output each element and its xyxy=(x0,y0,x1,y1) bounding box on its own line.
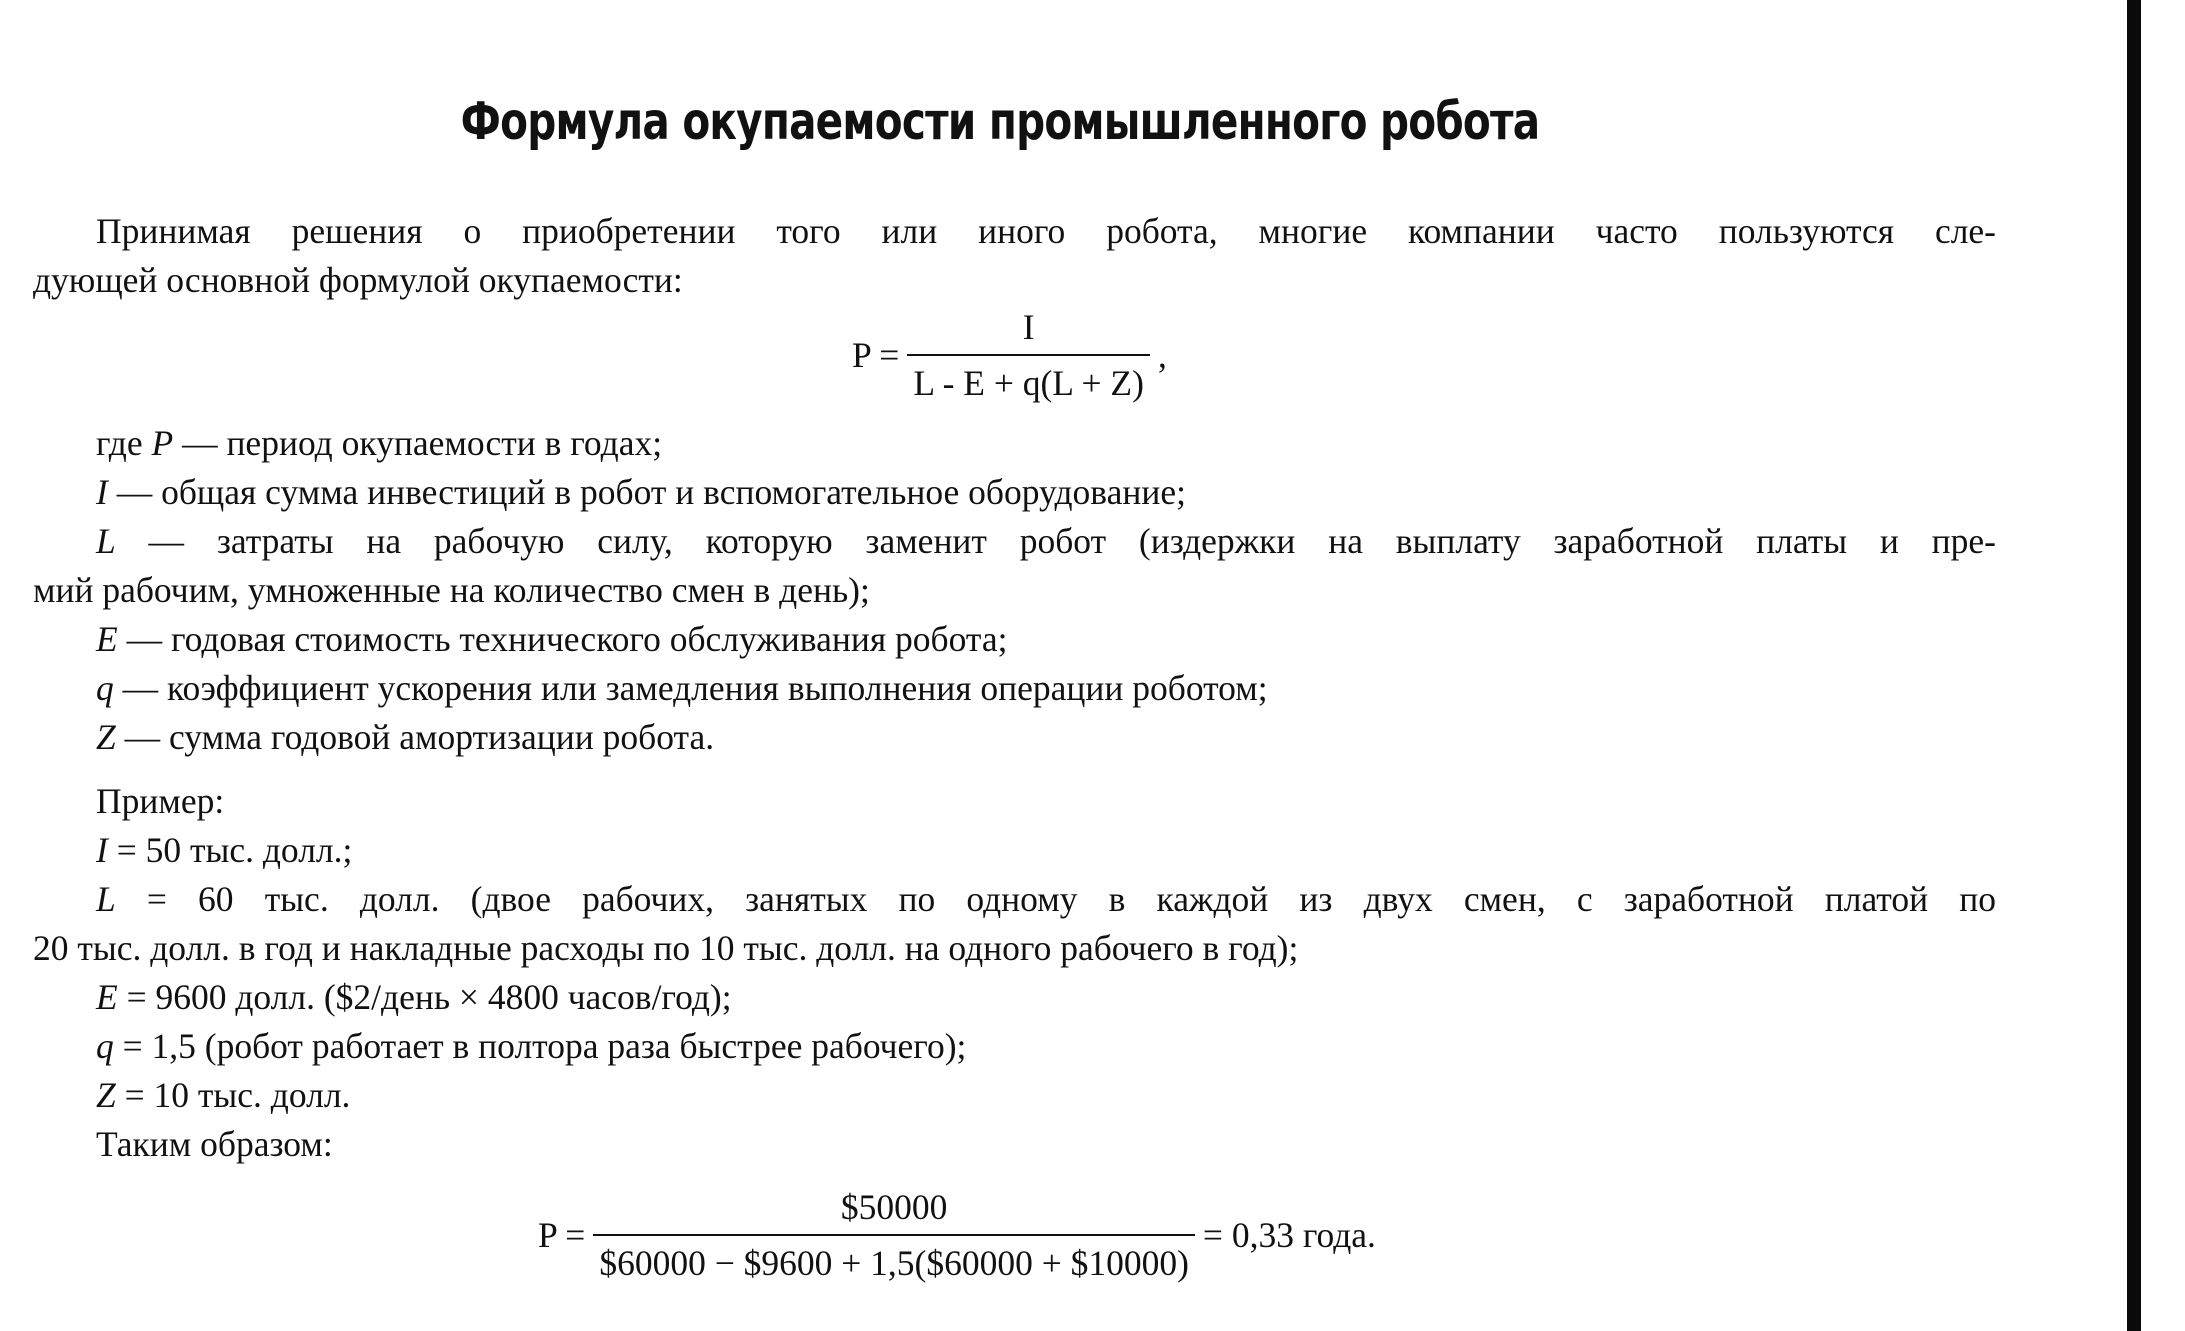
formula-numerator: I xyxy=(1022,307,1035,347)
example-e-text: = 9600 долл. ($2/день × 4800 часов/год); xyxy=(126,977,732,1017)
variable-q: q xyxy=(96,668,114,708)
example-q xyxy=(96,1026,967,1066)
example-e xyxy=(96,977,732,1017)
definition-e xyxy=(96,619,1008,659)
formula-lhs: P = xyxy=(852,335,900,375)
definition-i-text: — общая сумма инвестиций в робот и вспомогательное оборудование; xyxy=(116,472,1186,512)
definition-e-text: — годовая стоимость технического обслуживания робота; xyxy=(126,619,1008,659)
example-variable-q: q xyxy=(96,1026,114,1066)
variable-e: E xyxy=(96,619,118,659)
right-border-bar xyxy=(2127,0,2141,1331)
page-title: Формула окупаемости промышленного робота xyxy=(460,92,1540,152)
definition-l-text: — затраты на рабочую силу, которую заменит робот (издержки на выплату заработной платы и пре- xyxy=(148,521,1997,561)
example-i-text: = 50 тыс. долл.; xyxy=(116,830,353,870)
example-q-text: = 1,5 (робот работает в полтора раза быстрее рабочего); xyxy=(122,1026,967,1066)
example-variable-z: Z xyxy=(96,1075,116,1115)
example-l-text: = 60 тыс. долл. (двое рабочих, занятых по одному в каждой из двух смен, с заработной платой по xyxy=(146,879,1996,919)
definition-p xyxy=(96,423,663,463)
example-l xyxy=(96,879,1996,919)
intro-line-2: дующей основной формулой окупаемости: xyxy=(33,260,683,300)
definition-l xyxy=(96,521,1997,561)
result-denominator: $60000 − $9600 + 1,5($60000 + $10000) xyxy=(593,1234,1195,1284)
payback-formula xyxy=(852,306,1167,404)
example-variable-e: E xyxy=(96,977,118,1017)
formula-fraction xyxy=(907,306,1150,404)
definition-q-text: — коэффициент ускорения или замедления выполнения операции роботом; xyxy=(122,668,1268,708)
example-heading: Пример: xyxy=(96,781,225,821)
formula-denominator: L - E + q(L + Z) xyxy=(907,354,1150,404)
result-value: = 0,33 года. xyxy=(1202,1215,1376,1255)
definition-p-text: — период окупаемости в годах; xyxy=(182,423,663,463)
variable-z: Z xyxy=(96,717,116,757)
variable-l: L xyxy=(96,521,116,561)
result-numerator: $50000 xyxy=(840,1187,948,1227)
definition-i xyxy=(96,472,1186,512)
result-formula xyxy=(538,1186,1376,1284)
example-z xyxy=(96,1075,351,1115)
example-l-cont: 20 тыс. долл. в год и накладные расходы по 10 тыс. долл. на одного рабочего в год); xyxy=(33,928,1299,968)
example-variable-l: L xyxy=(96,879,116,919)
result-fraction xyxy=(593,1186,1195,1284)
intro-line-1: Принимая решения о приобретении того или иного робота, многие компании часто пользуются сле- xyxy=(96,211,1996,251)
example-thus: Таким образом: xyxy=(96,1124,333,1164)
example-i xyxy=(96,830,353,870)
definition-prefix: где xyxy=(96,423,143,463)
formula-tail: , xyxy=(1157,335,1167,375)
definition-z xyxy=(96,717,715,757)
result-lhs: P = xyxy=(538,1215,586,1255)
definition-q xyxy=(96,668,1268,708)
variable-i: I xyxy=(96,472,108,512)
definition-z-text: — сумма годовой амортизации робота. xyxy=(124,717,715,757)
example-z-text: = 10 тыс. долл. xyxy=(124,1075,351,1115)
example-variable-i: I xyxy=(96,830,108,870)
variable-p: P xyxy=(151,423,174,463)
definition-l-cont: мий рабочим, умноженные на количество смен в день); xyxy=(33,570,870,610)
